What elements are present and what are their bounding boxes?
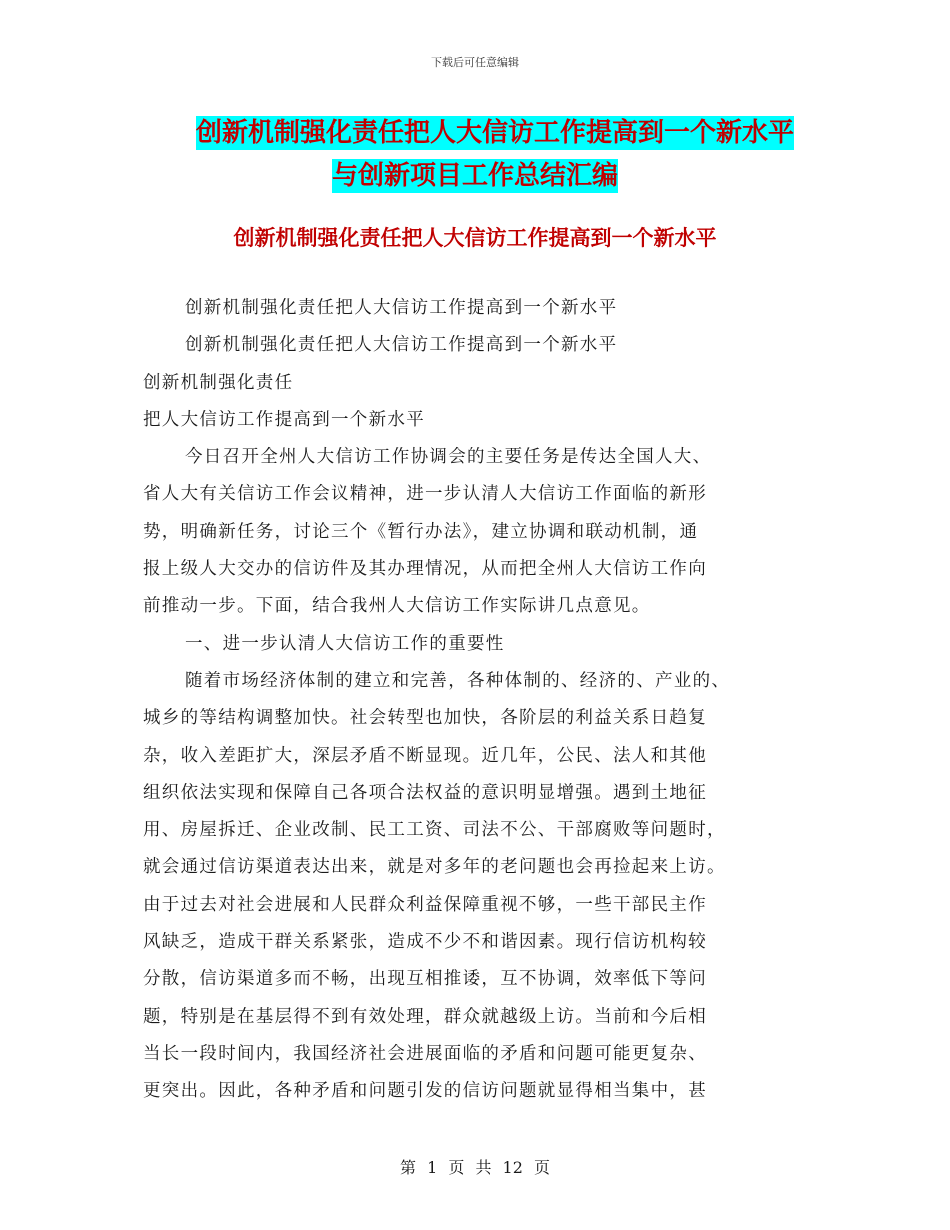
body-line: 随着市场经济体制的建立和完善，各种体制的、经济的、产业的、 (185, 670, 731, 691)
body-line: 势，明确新任务，讨论三个《暂行办法》，建立协调和联动机制，通 (143, 521, 699, 542)
body-line: 城乡的等结构调整加快。社会转型也加快，各阶层的利益关系日趋复 (143, 708, 707, 729)
title-highlight-2: 与创新项目工作总结汇编 (331, 161, 618, 191)
body-line: 用、房屋拆迁、企业改制、民工工资、司法不公、干部腐败等问题时， (143, 820, 726, 841)
body-line: 一、进一步认清人大信访工作的重要性 (185, 633, 505, 654)
body-line: 创新机制强化责任把人大信访工作提高到一个新水平 (185, 335, 618, 356)
body-line: 创新机制强化责任 (143, 372, 294, 393)
body-line: 把人大信访工作提高到一个新水平 (143, 409, 425, 430)
page-header-note: 下载后可任意编辑 (431, 56, 519, 69)
body-line: 组织依法实现和保障自己各项合法权益的意识明显增强。遇到土地征 (143, 782, 707, 803)
body-line: 创新机制强化责任把人大信访工作提高到一个新水平 (185, 298, 618, 318)
section-title: 创新机制强化责任把人大信访工作提高到一个新水平 (233, 226, 717, 250)
body-line: 省人大有关信访工作会议精神，进一步认清人大信访工作面临的新形 (143, 484, 707, 505)
body-line: 更突出。因此，各种矛盾和问题引发的信访问题就显得相当集中，甚 (143, 1081, 707, 1102)
body-line: 前推动一步。下面，结合我州人大信访工作实际讲几点意见。 (143, 596, 651, 617)
document-body (143, 290, 813, 1111)
body-line: 分散，信访渠道多而不畅，出现互相推诿，互不协调，效率低下等问 (143, 969, 707, 990)
page-footer: 第 1 页 共 12 页 (400, 1158, 550, 1177)
body-line: 就会通过信访渠道表达出来，就是对多年的老问题也会再捡起来上访。 (143, 857, 726, 878)
body-line: 当长一段时间内，我国经济社会进展面临的矛盾和问题可能更复杂、 (143, 1043, 707, 1064)
body-line: 报上级人大交办的信访件及其办理情况，从而把全州人大信访工作向 (143, 559, 707, 580)
body-line: 风缺乏，造成干群关系紧张，造成不少不和谐因素。现行信访机构较 (143, 932, 707, 953)
document-title-line-2 (0, 151, 950, 201)
body-line: 杂，收入差距扩大，深层矛盾不断显现。近几年，公民、法人和其他 (143, 745, 707, 766)
body-line: 由于过去对社会进展和人民群众利益保障重视不够，一些干部民主作 (143, 894, 707, 915)
body-line: 题，特别是在基层得不到有效处理，群众就越级上访。当前和今后相 (143, 1006, 707, 1027)
body-line: 今日召开全州人大信访工作协调会的主要任务是传达全国人大、 (185, 447, 712, 468)
title-highlight-1: 创新机制强化责任把人大信访工作提高到一个新水平 (195, 118, 794, 148)
